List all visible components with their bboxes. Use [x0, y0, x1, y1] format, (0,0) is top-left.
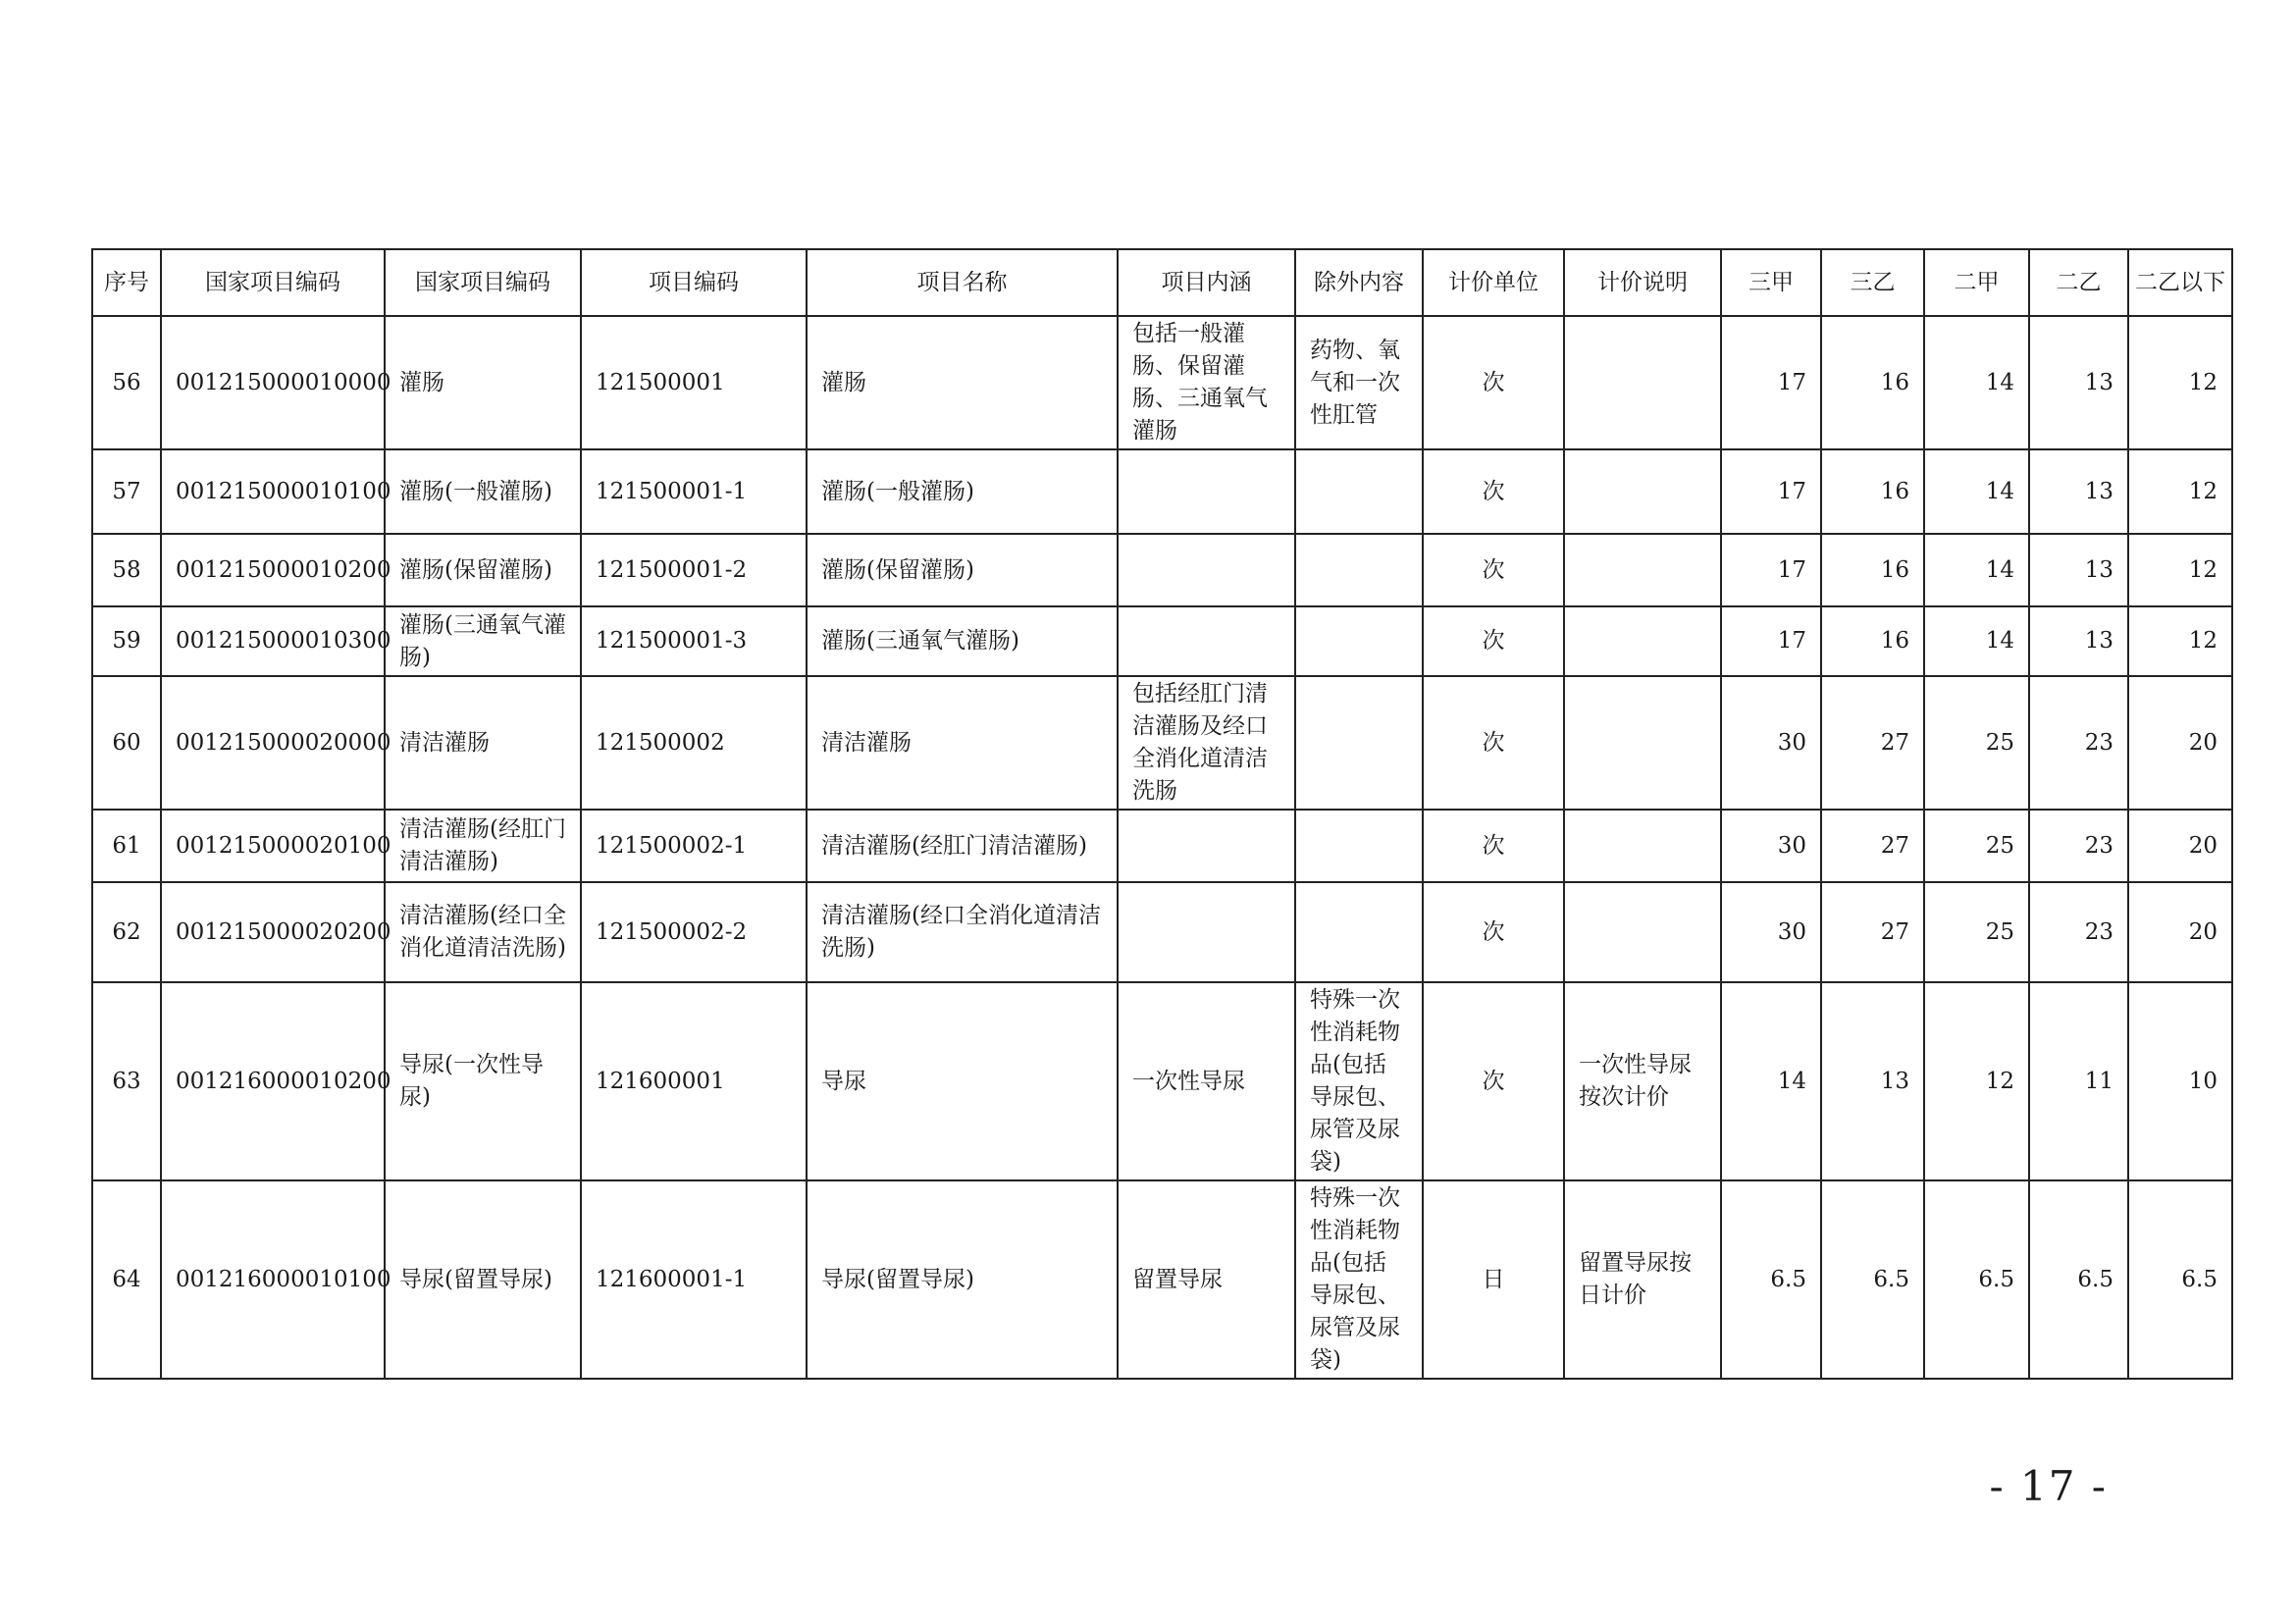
- table-row: [92, 534, 2232, 606]
- price-tier-4: 13: [2029, 534, 2128, 606]
- price-tier-2: 16: [1821, 449, 1924, 534]
- price-tier-2: 6.5: [1821, 1180, 1924, 1379]
- row-code: 121500002: [581, 676, 807, 810]
- row-national-code: 001216000010100: [161, 1180, 385, 1379]
- price-tier-1: 17: [1721, 316, 1821, 449]
- row-national-code: 001215000020100: [161, 810, 385, 882]
- row-seq: 63: [92, 982, 161, 1180]
- price-tier-5: 6.5: [2128, 1180, 2232, 1379]
- price-tier-3: 6.5: [1924, 1180, 2029, 1379]
- row-seq: 57: [92, 449, 161, 534]
- row-code: 121600001-1: [581, 1180, 807, 1379]
- row-national-code: 001215000010000: [161, 316, 385, 449]
- row-pricing-note: [1564, 882, 1721, 982]
- price-tier-1: 30: [1721, 676, 1821, 810]
- price-tier-1: 17: [1721, 606, 1821, 676]
- header-excludes: 除外内容: [1295, 249, 1423, 316]
- row-includes: [1118, 882, 1295, 982]
- page-number: - 17 -: [1989, 1462, 2108, 1510]
- price-tier-2: 27: [1821, 810, 1924, 882]
- row-code: 121500001-3: [581, 606, 807, 676]
- row-national-code: 001215000010100: [161, 449, 385, 534]
- header-includes: 项目内涵: [1118, 249, 1295, 316]
- row-seq: 58: [92, 534, 161, 606]
- row-code: 121500002-2: [581, 882, 807, 982]
- row-unit: 次: [1423, 449, 1564, 534]
- row-national-code: 001216000010200: [161, 982, 385, 1180]
- row-national-code: 001215000020200: [161, 882, 385, 982]
- header-national-code: 国家项目编码: [161, 249, 385, 316]
- price-tier-2: 16: [1821, 316, 1924, 449]
- row-name: 灌肠(一般灌肠): [807, 449, 1118, 534]
- row-national-name: 导尿(留置导尿): [385, 1180, 581, 1379]
- price-tier-2: 27: [1821, 882, 1924, 982]
- price-tier-4: 23: [2029, 810, 2128, 882]
- price-tier-1: 30: [1721, 810, 1821, 882]
- header-name: 项目名称: [807, 249, 1118, 316]
- price-tier-5: 20: [2128, 676, 2232, 810]
- row-unit: 次: [1423, 606, 1564, 676]
- price-tier-3: 25: [1924, 676, 2029, 810]
- row-name: 导尿(留置导尿): [807, 1180, 1118, 1379]
- price-tier-1: 14: [1721, 982, 1821, 1180]
- row-pricing-note: [1564, 606, 1721, 676]
- price-tier-4: 13: [2029, 316, 2128, 449]
- row-national-name: 灌肠(一般灌肠): [385, 449, 581, 534]
- row-excludes: [1295, 606, 1423, 676]
- pricing-table: [91, 248, 2233, 1380]
- price-tier-2: 16: [1821, 534, 1924, 606]
- row-includes: 包括一般灌肠、保留灌肠、三通氧气灌肠: [1118, 316, 1295, 449]
- row-name: 灌肠(三通氧气灌肠): [807, 606, 1118, 676]
- row-national-name: 灌肠(三通氧气灌肠): [385, 606, 581, 676]
- price-tier-2: 16: [1821, 606, 1924, 676]
- row-name: 清洁灌肠(经口全消化道清洁洗肠): [807, 882, 1118, 982]
- table-row: [92, 882, 2232, 982]
- price-tier-2: 27: [1821, 676, 1924, 810]
- price-tier-4: 6.5: [2029, 1180, 2128, 1379]
- header-tier-3: 二甲: [1924, 249, 2029, 316]
- row-name: 清洁灌肠(经肛门清洁灌肠): [807, 810, 1118, 882]
- price-tier-5: 12: [2128, 534, 2232, 606]
- row-national-name: 清洁灌肠: [385, 676, 581, 810]
- price-tier-4: 23: [2029, 882, 2128, 982]
- row-includes: [1118, 810, 1295, 882]
- price-tier-5: 20: [2128, 810, 2232, 882]
- row-national-code: 001215000010200: [161, 534, 385, 606]
- row-code: 121500002-1: [581, 810, 807, 882]
- row-code: 121500001-2: [581, 534, 807, 606]
- row-pricing-note: 留置导尿按日计价: [1564, 1180, 1721, 1379]
- row-unit: 次: [1423, 810, 1564, 882]
- row-pricing-note: [1564, 316, 1721, 449]
- table-header-row: [92, 249, 2232, 316]
- row-seq: 64: [92, 1180, 161, 1379]
- row-includes: [1118, 449, 1295, 534]
- price-tier-3: 25: [1924, 810, 2029, 882]
- row-code: 121500001: [581, 316, 807, 449]
- table-row: [92, 606, 2232, 676]
- row-seq: 59: [92, 606, 161, 676]
- header-tier-1: 三甲: [1721, 249, 1821, 316]
- row-unit: 次: [1423, 316, 1564, 449]
- row-unit: 次: [1423, 676, 1564, 810]
- table-row: [92, 1180, 2232, 1379]
- price-tier-3: 14: [1924, 316, 2029, 449]
- row-name: 灌肠(保留灌肠): [807, 534, 1118, 606]
- header-unit: 计价单位: [1423, 249, 1564, 316]
- row-excludes: [1295, 534, 1423, 606]
- row-national-name: 灌肠: [385, 316, 581, 449]
- row-includes: 包括经肛门清洁灌肠及经口全消化道清洁洗肠: [1118, 676, 1295, 810]
- price-tier-4: 13: [2029, 606, 2128, 676]
- row-code: 121600001: [581, 982, 807, 1180]
- row-unit: 日: [1423, 1180, 1564, 1379]
- row-code: 121500001-1: [581, 449, 807, 534]
- price-tier-4: 23: [2029, 676, 2128, 810]
- row-unit: 次: [1423, 982, 1564, 1180]
- row-national-name: 清洁灌肠(经肛门清洁灌肠): [385, 810, 581, 882]
- row-pricing-note: [1564, 449, 1721, 534]
- header-tier-2: 三乙: [1821, 249, 1924, 316]
- price-tier-2: 13: [1821, 982, 1924, 1180]
- row-excludes: 特殊一次性消耗物品(包括导尿包、尿管及尿袋): [1295, 982, 1423, 1180]
- row-seq: 61: [92, 810, 161, 882]
- row-national-name: 清洁灌肠(经口全消化道清洁洗肠): [385, 882, 581, 982]
- row-national-code: 001215000010300: [161, 606, 385, 676]
- price-tier-4: 11: [2029, 982, 2128, 1180]
- table-row: [92, 676, 2232, 810]
- row-pricing-note: 一次性导尿按次计价: [1564, 982, 1721, 1180]
- table-row: [92, 449, 2232, 534]
- table-row: [92, 316, 2232, 449]
- row-pricing-note: [1564, 810, 1721, 882]
- row-includes: [1118, 606, 1295, 676]
- row-excludes: [1295, 882, 1423, 982]
- row-unit: 次: [1423, 882, 1564, 982]
- price-tier-3: 14: [1924, 449, 2029, 534]
- row-national-name: 灌肠(保留灌肠): [385, 534, 581, 606]
- row-pricing-note: [1564, 676, 1721, 810]
- row-name: 灌肠: [807, 316, 1118, 449]
- row-seq: 60: [92, 676, 161, 810]
- row-unit: 次: [1423, 534, 1564, 606]
- header-national-name: 国家项目编码: [385, 249, 581, 316]
- row-includes: [1118, 534, 1295, 606]
- row-excludes: [1295, 810, 1423, 882]
- row-excludes: [1295, 449, 1423, 534]
- table-row: [92, 810, 2232, 882]
- price-tier-1: 30: [1721, 882, 1821, 982]
- row-national-code: 001215000020000: [161, 676, 385, 810]
- price-tier-1: 17: [1721, 534, 1821, 606]
- row-pricing-note: [1564, 534, 1721, 606]
- header-seq: 序号: [92, 249, 161, 316]
- price-tier-1: 6.5: [1721, 1180, 1821, 1379]
- price-tier-5: 20: [2128, 882, 2232, 982]
- row-includes: 一次性导尿: [1118, 982, 1295, 1180]
- price-tier-1: 17: [1721, 449, 1821, 534]
- price-tier-5: 12: [2128, 449, 2232, 534]
- price-tier-5: 10: [2128, 982, 2232, 1180]
- row-excludes: 药物、氧气和一次性肛管: [1295, 316, 1423, 449]
- price-tier-5: 12: [2128, 316, 2232, 449]
- row-seq: 62: [92, 882, 161, 982]
- price-tier-3: 14: [1924, 534, 2029, 606]
- row-name: 清洁灌肠: [807, 676, 1118, 810]
- price-tier-4: 13: [2029, 449, 2128, 534]
- row-name: 导尿: [807, 982, 1118, 1180]
- price-tier-3: 14: [1924, 606, 2029, 676]
- row-includes: 留置导尿: [1118, 1180, 1295, 1379]
- table-row: [92, 982, 2232, 1180]
- price-tier-5: 12: [2128, 606, 2232, 676]
- header-pricing-note: 计价说明: [1564, 249, 1721, 316]
- price-tier-3: 25: [1924, 882, 2029, 982]
- row-seq: 56: [92, 316, 161, 449]
- header-tier-4: 二乙: [2029, 249, 2128, 316]
- row-excludes: 特殊一次性消耗物品(包括导尿包、尿管及尿袋): [1295, 1180, 1423, 1379]
- price-tier-3: 12: [1924, 982, 2029, 1180]
- row-national-name: 导尿(一次性导尿): [385, 982, 581, 1180]
- row-excludes: [1295, 676, 1423, 810]
- header-code: 项目编码: [581, 249, 807, 316]
- header-tier-5: 二乙以下: [2128, 249, 2232, 316]
